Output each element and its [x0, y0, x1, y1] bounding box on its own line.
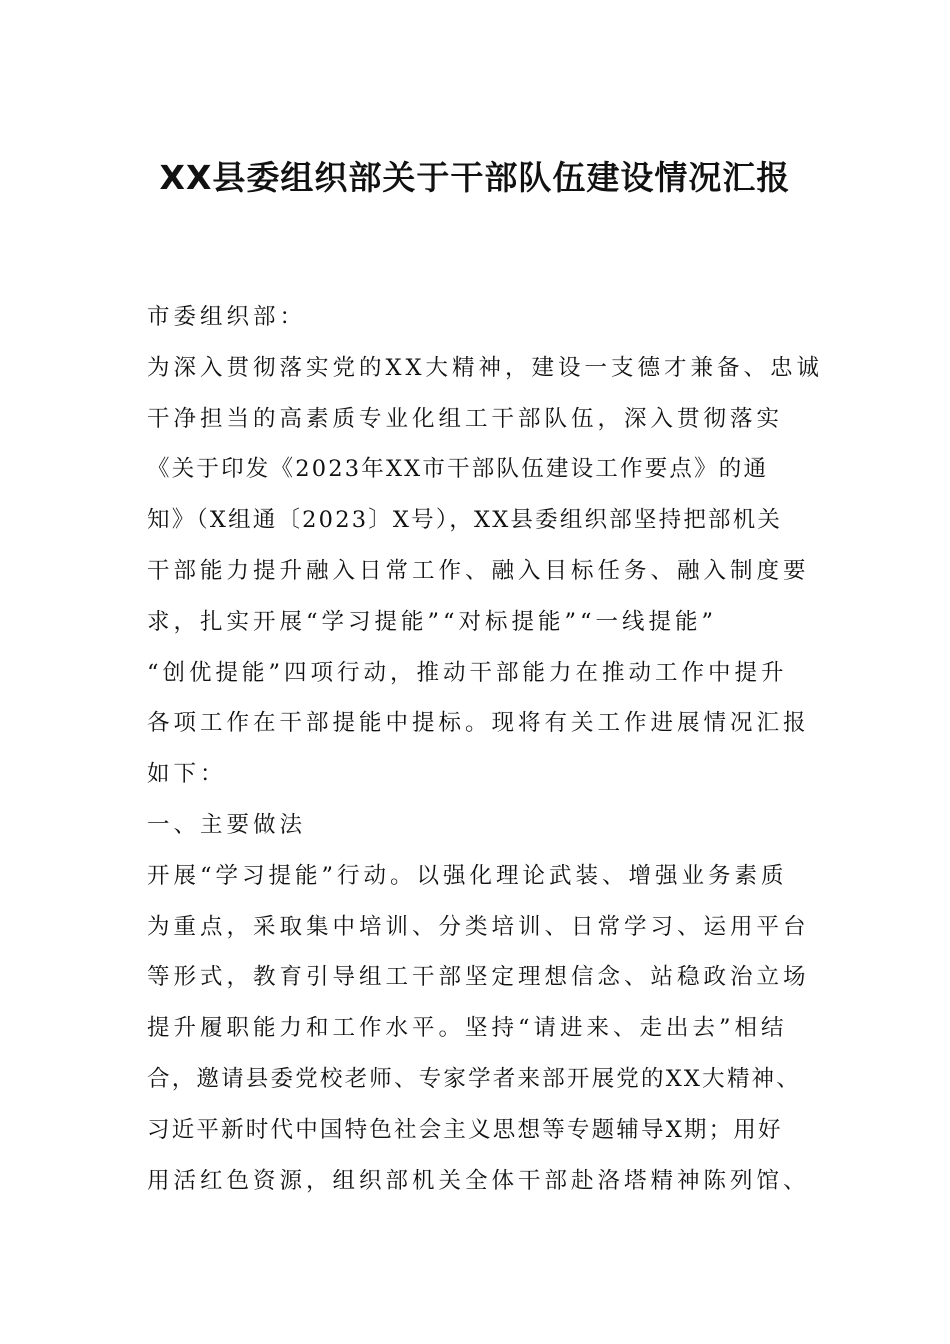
body-line: 《关于印发《2023年XX市干部队伍建设工作要点》的通: [147, 456, 769, 483]
body-line: 用活红色资源，组织部机关全体干部赴洛塔精神陈列馆、: [147, 1167, 810, 1194]
body-line: 各项工作在干部提能中提标。现将有关工作进展情况汇报: [147, 710, 810, 737]
body-line: 开展“学习提能”行动。以强化理论武装、增强业务素质: [147, 862, 788, 889]
body-line: 合，邀请县委党校老师、专家学者来部开展党的XX大精神、: [147, 1065, 801, 1092]
document-body: [147, 292, 824, 1206]
document-title: XX县委组织部关于干部队伍建设情况汇报: [159, 158, 791, 197]
body-line: 为深入贯彻落实党的XX大精神，建设一支德才兼备、忠诚: [147, 354, 824, 381]
body-line: 等形式，教育引导组工干部坚定理想信念、站稳政治立场: [147, 964, 810, 991]
section-heading: 一、主要做法: [147, 811, 307, 838]
body-line: 提升履职能力和工作水平。坚持“请进来、走出去”相结: [147, 1015, 788, 1042]
body-line: 知》（X组通〔2023〕X号），XX县委组织部坚持把部机关: [147, 507, 783, 534]
body-line: 习近平新时代中国特色社会主义思想等专题辅导X期；用好: [147, 1116, 783, 1143]
body-line: 干部能力提升融入日常工作、融入目标任务、融入制度要: [147, 557, 810, 584]
body-line: 求，扎实开展“学习提能”“对标提能”“一线提能”: [147, 608, 718, 635]
salutation-line: 市委组织部：: [147, 304, 307, 330]
body-line: 为重点，采取集中培训、分类培训、日常学习、运用平台: [147, 913, 810, 940]
body-line: “创优提能”四项行动，推动干部能力在推动工作中提升: [147, 659, 788, 686]
body-line: 干净担当的高素质专业化组工干部队伍，深入贯彻落实: [147, 405, 784, 432]
body-line: 如下：: [147, 761, 227, 788]
